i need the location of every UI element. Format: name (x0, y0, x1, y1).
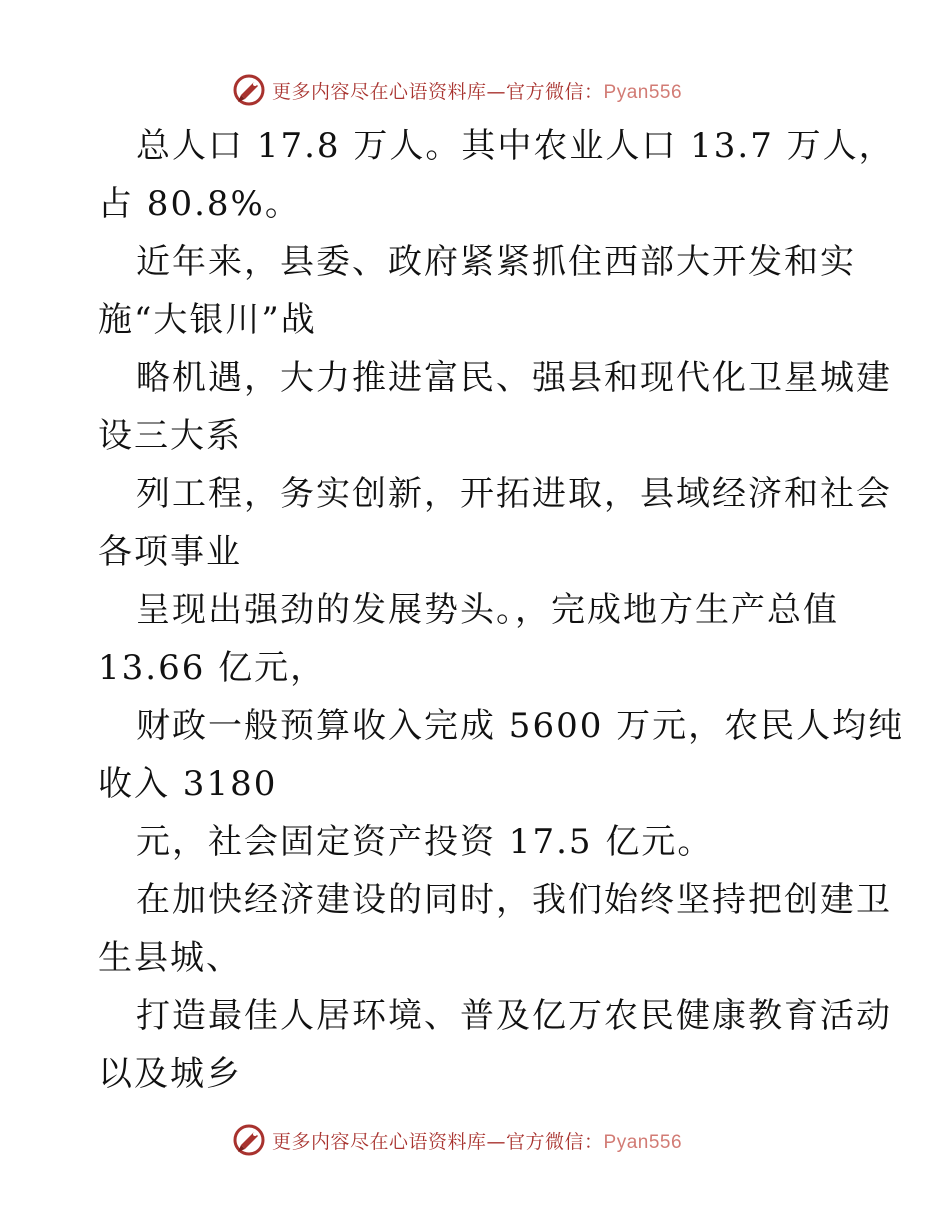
body-line: 占 80.8%。 (98, 184, 301, 224)
body-line: 施“大银川”战 (98, 300, 317, 340)
body-line: 列工程，务实创新，开拓进取，县域经济和社会 (136, 474, 892, 514)
watermark-text: 更多内容尽在心语资料库—官方微信：Pyan556 (272, 1130, 683, 1153)
body-line: 以及城乡 (98, 1054, 242, 1094)
body-line: 略机遇，大力推进富民、强县和现代化卫星城建 (136, 358, 892, 398)
body-line: 各项事业 (98, 532, 242, 572)
body-line: 总人口 17.8 万人。其中农业人口 13.7 万人， (136, 126, 895, 166)
header-watermark (232, 72, 682, 108)
body-line: 设三大系 (98, 416, 242, 456)
body-line: 13.66 亿元， (98, 648, 327, 688)
body-line: 财政一般预算收入完成 5600 万元，农民人均纯 (136, 706, 905, 746)
watermark-text: 更多内容尽在心语资料库—官方微信：Pyan556 (272, 80, 683, 103)
footer-watermark (232, 1122, 682, 1158)
body-line: 近年来，县委、政府紧紧抓住西部大开发和实 (136, 242, 856, 282)
body-line: 呈现出强劲的发展势头。，完成地方生产总值 (136, 590, 839, 630)
body-line: 元，社会固定资产投资 17.5 亿元。 (136, 822, 714, 862)
body-line: 收入 3180 (98, 764, 278, 804)
pen-logo-icon (232, 73, 266, 107)
body-line: 在加快经济建设的同时，我们始终坚持把创建卫 (136, 880, 892, 920)
pen-logo-icon (232, 1123, 266, 1157)
body-line: 打造最佳人居环境、普及亿万农民健康教育活动 (136, 996, 892, 1036)
body-line: 生县城、 (98, 938, 242, 978)
